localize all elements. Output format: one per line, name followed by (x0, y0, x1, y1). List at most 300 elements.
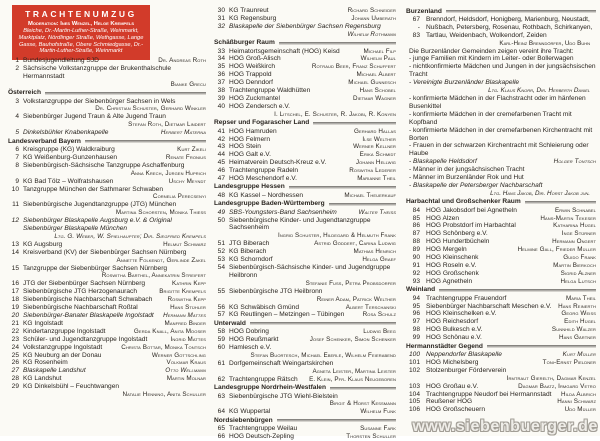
entry-name: HOG Bulkesch e.V. (426, 326, 483, 334)
entry-number: 50 (217, 216, 225, 224)
entry-name: HOG Schönberg e.V. (426, 230, 488, 238)
entry-name: HOG Galt e.V. (229, 151, 271, 159)
title-box (12, 5, 150, 60)
section-label: Österreich (8, 89, 41, 97)
entry-leader: Thorsten Schuller (346, 433, 396, 441)
entry-name: SBS-Youngsters-Band Sachsenheim (229, 208, 337, 216)
entry-name: HOG Zuckmantel (229, 94, 280, 102)
entry-number: 4 (15, 113, 19, 121)
entry-row (214, 71, 396, 79)
entry-number: 7 (15, 153, 19, 161)
entry-number: 32 (217, 22, 225, 30)
entry-row (8, 249, 206, 265)
entry-number: 12 (11, 217, 19, 225)
entry-number: 59 (217, 336, 225, 344)
entry-leader: Kurt Zikeli (177, 145, 206, 153)
entry-body (229, 71, 396, 79)
entry-leader: Annette Folkendt, Gerlinde Zakel (116, 256, 206, 264)
entry-body (426, 367, 596, 383)
entry-leader: Bianke Grecu (170, 80, 206, 88)
entry-row (214, 311, 396, 319)
entry-row (406, 16, 596, 24)
entry-number: 14 (11, 248, 19, 256)
section-header (8, 89, 206, 97)
entry-number: 28 (11, 375, 19, 383)
entry-body (23, 146, 206, 154)
entry-number: 62 (217, 375, 225, 383)
entry-leader: Erwin Schnabel (554, 206, 596, 214)
entry-number: 88 (412, 238, 420, 246)
entry-name: Trachtengruppe Frauendorf (426, 294, 507, 302)
entry-row (406, 222, 596, 230)
entry-leader: Otto Wellmann (165, 367, 206, 375)
entry-body (426, 326, 596, 334)
entry-body (426, 254, 596, 262)
note-line (406, 48, 596, 56)
entry-row (8, 98, 206, 114)
entry-number: 64 (217, 408, 225, 416)
leader-line: Ltg. Hans Jakob, Dir. Horst Jakob jun. (490, 189, 590, 197)
entry-leader: Marianne Theil (357, 175, 396, 183)
entry-number: 66 (217, 433, 225, 441)
entry-row (214, 128, 396, 136)
entry-body (426, 24, 596, 32)
entry-number: 96 (412, 310, 420, 318)
entry-row (214, 304, 396, 312)
entry-body (426, 215, 596, 223)
section-bar (487, 345, 596, 348)
entry-body (23, 280, 206, 288)
entry-body (23, 336, 206, 344)
entry-name: Siebenbürgische JTG Herzogenaurach (23, 288, 137, 296)
entry-leader: Werner Gottschling (151, 351, 206, 359)
note-text: - konfirmierte Mädchen in der Flachstracht oder im hänfenen Busenkittel (409, 94, 586, 110)
entry-leader: Dr. Christian Schuster, Gerhard Winkler (95, 105, 206, 113)
entry-row (8, 312, 206, 320)
entry-number: 31 (217, 14, 225, 22)
entry-number: 19 (11, 304, 19, 312)
entry-row (8, 241, 206, 249)
entry-number: 63 (217, 392, 225, 400)
entry-leader: Udo Müller (564, 406, 596, 414)
entry-body (229, 48, 396, 56)
entry-body (426, 318, 596, 326)
entry-body (23, 304, 206, 312)
entry-name: Blaskapelle der Siebenbürger Sachsen Regensburg (229, 22, 381, 30)
entry-number: 41 (217, 127, 225, 135)
leader-line: Ltg. Klaus Knorr, Dir. Herberth Daniel (488, 87, 590, 95)
entry-name: Siebenbürger Blaskapelle Augsburg e.V. & Original Siebenbürger Blaskapelle München (23, 217, 172, 233)
entry-name: Trachtengruppe Radeln (229, 167, 299, 175)
entry-body (229, 304, 396, 312)
entry-row (8, 201, 206, 217)
moderation-line: Moderation: Ines Wenzel, Helge Krempels (27, 20, 135, 27)
entry-body (23, 375, 206, 383)
entry-leader: Johann Umberath (351, 14, 396, 22)
entry-number: 53 (217, 256, 225, 264)
entry-name: Kreisverband (KV) der Siebenbürger Sachsen Nürnberg (23, 248, 187, 256)
entry-row (214, 425, 396, 433)
entry-row (214, 95, 396, 103)
note-line (406, 142, 596, 158)
entry-body (229, 7, 396, 15)
entry-name: Neppendorfer Blaskapelle (426, 350, 502, 358)
entry-row (406, 32, 596, 40)
entry-name: HOG Großau e.V. (426, 382, 479, 390)
entry-body (229, 425, 396, 433)
entry-name: HOG Jakobsdorf bei Agnetheln (426, 206, 517, 214)
entry-leader: Edith Hügel (564, 318, 596, 326)
entry-row (214, 217, 396, 241)
entry-row (8, 352, 206, 360)
entry-leader: Guido Frank (563, 254, 596, 262)
entry-leader: Cornelia Perecsenyi (152, 193, 206, 201)
entry-row (406, 310, 596, 318)
entry-name: Heimatverein Deutsch-Kreuz e.V. (229, 159, 327, 167)
entry-name: KG Landshut (23, 375, 62, 383)
entry-body (426, 262, 596, 270)
entry-row (406, 295, 596, 303)
entry-number: 95 (412, 302, 420, 310)
entry-name: Siebenbürger-Banater Blaskapelle Ingolstadt (23, 312, 154, 319)
entry-row (406, 406, 596, 414)
entry-leader: Wilhelm Funk (360, 408, 396, 416)
entry-body (229, 360, 396, 376)
entry-row (406, 398, 596, 406)
entry-leader: Wilhelm Paul (360, 55, 396, 63)
entry-body (229, 288, 396, 304)
entry-row (214, 256, 396, 264)
entry-name: Heimatortsgemeinschaft (HOG) Keisd (229, 47, 340, 55)
entry-row (214, 175, 396, 183)
entry-leader: Ltg. G. Weber, W. Spielhaupter; Dir. Siegfried Krempels (54, 232, 206, 240)
column-3 (406, 7, 596, 414)
entry-row (8, 178, 206, 186)
entry-leader: Volkmar Kraus (166, 359, 206, 367)
entry-leader: Dietmar Wagner (353, 94, 396, 102)
entry-name: KG Schwäbisch Gmünd (229, 303, 299, 311)
entry-row (214, 136, 396, 144)
entry-number: 15 (11, 264, 19, 272)
entry-name: HOG Roseln e.V. (426, 262, 477, 269)
entry-number: 38 (217, 87, 225, 95)
entry-body (23, 320, 206, 328)
entry-leader: Roswitha Kepp (167, 296, 206, 304)
entry-name: Siebenbürgische JTG Wiehl-Bielstein (229, 392, 338, 400)
entry-leader: Dr. Andreas Roth (158, 57, 206, 64)
entry-number: 67 (412, 15, 420, 23)
entry-number: 52 (217, 248, 225, 256)
entry-body (23, 288, 206, 296)
entry-name: Trachtengruppe Waldhütten (229, 87, 311, 95)
entry-name: Siebenbürgisch-Sächsische Tanzgruppe Aschaffenburg (23, 161, 185, 169)
entry-number: 43 (217, 143, 225, 151)
entry-number: 86 (412, 222, 420, 230)
entry-body (229, 63, 396, 71)
column-1 (8, 57, 206, 399)
entry-leader: Astrid Göddert, Carina Ludwig (314, 240, 396, 248)
entry-row (8, 113, 206, 129)
entry-number: 47 (217, 175, 225, 183)
entry-number: 9 (15, 177, 19, 185)
entry-name: KG Ingolstadt (23, 319, 63, 327)
note-line (406, 127, 596, 143)
entry-name: Siebenbürgisch-Sächsische Kinder- und Jugendgruppe Heilbronn (229, 264, 391, 279)
entry-row (214, 143, 396, 151)
entry-number: 101 (408, 358, 420, 366)
entry-body (23, 265, 206, 281)
entry-name: Tanzgruppe München der Sathmarer Schwaben (23, 185, 164, 193)
entry-leader: Gerhard Hallas (354, 127, 396, 135)
entry-name: HOG Großschenk (426, 269, 479, 277)
entry-name: KG Augsburg (23, 240, 63, 248)
entry-name: Volkstanzgruppe der Siebenbürger Sachsen in Wels (23, 97, 176, 105)
entry-body (23, 241, 206, 249)
entry-name: Reußener HOG (426, 398, 473, 406)
entry-name: HOG Kleinschelken e.V. (426, 310, 497, 318)
entry-body (426, 270, 596, 278)
entry-number: 20 (11, 312, 19, 319)
entry-name: KG Bad Tölz – Wolfratshausen (23, 177, 114, 185)
entry-body (23, 162, 206, 178)
entry-number: 25 (11, 351, 19, 359)
entry-number: 91 (412, 262, 420, 269)
entry-name: HOG Schönau e.V. (426, 334, 482, 342)
entry-name: KG Biberach (229, 248, 267, 256)
entry-name: KG Rosenheim (23, 359, 68, 367)
entry-row (214, 264, 396, 288)
section-label: Schäßburger Raum (214, 39, 275, 47)
entry-name: Kindertanzgruppe Ingolstadt (23, 327, 106, 335)
entry-number: 1 (15, 57, 19, 64)
entry-number: 17 (11, 288, 19, 296)
entry-leader: Herbert Materna (160, 129, 206, 137)
entry-name: Siebenbürgische Jugendtanzgruppe (JTG) München (23, 201, 177, 209)
entry-number: 102 (408, 366, 420, 374)
entry-leader: Reiner Adam, Patrick Welther (316, 295, 396, 303)
section-header (8, 138, 206, 146)
entry-row (8, 328, 206, 336)
entry-name: Trachtengruppe Neudorf bei Hermannstadt (426, 390, 552, 398)
entry-name: HOG Zendersch e.V. (229, 102, 290, 110)
entry-row (406, 262, 596, 270)
section-label: Landesverband Bayern (8, 137, 81, 145)
entry-number: 104 (408, 390, 420, 398)
entry-leader: Kurt Müller (562, 350, 596, 358)
entry-row (214, 23, 396, 39)
entry-number: 21 (11, 319, 19, 327)
entry-row (8, 154, 206, 162)
entry-row (214, 248, 396, 256)
entry-leader: Martin Molnar (166, 375, 206, 383)
note-line (406, 95, 596, 111)
entry-name: HOG Kleinschenk (426, 254, 479, 262)
entry-name: Tanzgruppe der Siebenbürger Sachsen Nürnberg (23, 264, 168, 272)
entry-leader: Stefanie Fuss, Petra Probsdorfer (305, 279, 396, 287)
note-text: - konfirmierte Mädchen in der cremefarbenen Tracht mit Kopfband (409, 110, 572, 126)
entry-leader: Sunnhild Walzer (551, 326, 596, 334)
entry-leader: Helmut Schwarz (163, 240, 206, 248)
entry-number: 89 (412, 246, 420, 254)
entry-leader: Ingrid Schuster, Hildegard & Helmuth Frank (277, 232, 396, 240)
entry-name: Sächsische Volkstanzgruppe der Brukenthalschule Hermannstadt (23, 64, 172, 80)
entry-body (229, 103, 396, 119)
entry-body (229, 23, 396, 39)
entry-leader: Susanne Fark (360, 425, 396, 433)
entry-name: HOG Weißkirch (229, 63, 276, 71)
entry-body (426, 310, 596, 318)
section-label: Hermannstädter Gegend (406, 342, 483, 350)
entry-body (426, 278, 596, 286)
note-line (406, 166, 596, 174)
entry-number: 65 (217, 425, 225, 433)
entry-name: HOG Felmern (229, 135, 271, 143)
entry-leader: Rosa Schulz (362, 311, 396, 319)
entry-row (214, 328, 396, 336)
entry-body (229, 128, 396, 136)
entry-row (406, 278, 596, 286)
entry-number: 94 (412, 294, 420, 302)
section-header (214, 417, 396, 425)
entry-leader: Ludwig Beeg (363, 328, 396, 336)
entry-leader: Rotraud Beer, Franz Schuffert (311, 63, 396, 71)
entry-leader: Hanni Schwarz (557, 398, 596, 406)
entry-body (229, 136, 396, 144)
entry-name: Dinkelsbühler Knabenkapelle (23, 129, 109, 137)
entry-body (426, 238, 596, 246)
section-header (214, 384, 396, 392)
entry-body (229, 240, 396, 248)
entry-leader: Martina Schorsten, Monika Thiess (115, 209, 206, 217)
entry-leader: Kathrin Kepp (172, 280, 206, 288)
entry-leader: Helga Lutsch (560, 277, 596, 285)
section-label: Harbachtal und Großschenker Raum (406, 198, 521, 206)
entry-name: Hamlesch e.V. (229, 344, 272, 352)
note-text: - junge Familien mit Kindern im Leiter- oder Bollerwagen (409, 55, 574, 63)
section-header (406, 8, 596, 16)
entry-row (406, 334, 596, 342)
entry-leader: Mathias Henrich (353, 248, 396, 256)
entry-leader: Hermann Ongert (552, 238, 596, 246)
note-line (406, 158, 596, 166)
entry-name: Nußbach, Petersberg, Rosenau, Rothbach, Schirkanyen, (426, 23, 593, 31)
entry-body (229, 433, 396, 441)
entry-body (426, 383, 596, 391)
entry-row (8, 146, 206, 154)
entry-body (23, 249, 206, 265)
entry-leader: Inge Stürner (561, 230, 596, 238)
entry-row (8, 383, 206, 399)
entry-body (23, 217, 206, 241)
entry-row (214, 87, 396, 95)
entry-body (229, 95, 396, 103)
entry-number: 6 (15, 145, 19, 153)
entry-number: 106 (408, 406, 420, 414)
entry-body (426, 295, 596, 303)
entry-number: 46 (217, 167, 225, 175)
entry-row (214, 344, 396, 360)
section-bar (525, 201, 596, 204)
entry-name: KG Wuppertal (229, 408, 271, 416)
entry-body (426, 334, 596, 342)
entry-leader: Georg Weiss (561, 310, 596, 318)
entry-row (8, 344, 206, 352)
entry-name: KG Traunreut (229, 7, 269, 14)
entry-number: 33 (217, 47, 225, 55)
entry-row (8, 367, 206, 375)
section-label: Landesgruppe Nordrhein-Westfalen (214, 384, 326, 392)
note-text: - Männer im Burzenländer Rok und Hut (409, 174, 524, 182)
entry-leader: Helga Graef (362, 256, 396, 264)
section-label: Unterwald (214, 319, 246, 327)
entry-row (406, 383, 596, 391)
section-bar (446, 10, 596, 13)
section-bar (313, 122, 396, 125)
section-bar (279, 42, 396, 45)
entry-leader: Michael Gunnesch (348, 79, 396, 87)
entry-name: Siebenbürgische Kinder- und Jugendtanzgruppe Sachsenheim (229, 216, 371, 232)
entry-number: 98 (412, 326, 420, 334)
entry-body (23, 57, 206, 65)
entry-row (214, 15, 396, 23)
entry-row (406, 230, 596, 238)
entry-leader: Brigitte Krempels (159, 288, 206, 296)
entry-body (23, 65, 206, 89)
entry-name: HOG Alzen (426, 214, 459, 222)
entry-name: KG Reutlingen – Metzingen – Tübingen (229, 311, 345, 319)
entry-body (23, 367, 206, 375)
note-line (406, 55, 596, 63)
entry-leader: Roswitha Barthel, Annekatrin Streifert (101, 272, 206, 280)
entry-name: HOG Agnetheln (426, 277, 473, 285)
entry-number: 83 (412, 31, 420, 39)
entry-leader: Helmine Gall, Frieder Müller (517, 246, 596, 254)
entry-body (426, 391, 596, 399)
entry-number: 45 (217, 159, 225, 167)
entry-name: KG Dinkelsbühl – Feuchtwangen (23, 383, 120, 391)
note-text: - Männer in der jungsächsischen Tracht (409, 166, 525, 174)
entry-body (426, 398, 596, 406)
entry-number: 103 (408, 382, 420, 390)
entry-row (214, 151, 396, 159)
entry-row (406, 303, 596, 311)
entry-body (426, 303, 596, 311)
entry-number: 13 (11, 240, 19, 248)
entry-row (8, 162, 206, 178)
entry-row (8, 57, 206, 65)
entry-leader: Renate Fronius (165, 153, 206, 161)
entry-number: 36 (217, 71, 225, 79)
entry-row (214, 393, 396, 409)
entry-number: 85 (412, 214, 420, 222)
entry-row (214, 48, 396, 56)
entry-row (406, 246, 596, 254)
section-bar (289, 186, 396, 189)
entry-row (214, 360, 396, 376)
section-label: Landesgruppe Hessen (214, 183, 285, 191)
entry-body (426, 351, 596, 359)
entry-number: 40 (217, 102, 225, 110)
entry-body (426, 207, 596, 215)
entry-name: Schüler- und Jugendtanzgruppe Ingolstadt (23, 335, 148, 343)
route-line: Bleiche, Dr.-Martin-Luther-Straße, Weinmarkt, Marktplatz, Nördlinger Straße, Wethgasse, Lange Gasse, Bauhofstraße, Obere Schmiedgasse, Dr.-Martin-Luther-Straße, Weinmarkt (18, 28, 144, 55)
entry-name: KG Weißenburg-Gunzenhausen (23, 153, 118, 161)
entry-row (406, 359, 596, 367)
entry-body (229, 328, 396, 336)
entry-body (23, 344, 206, 352)
note-text: - Blaskapelle der Petersberger Nachbarschaft (409, 181, 543, 189)
note-line (406, 174, 596, 182)
